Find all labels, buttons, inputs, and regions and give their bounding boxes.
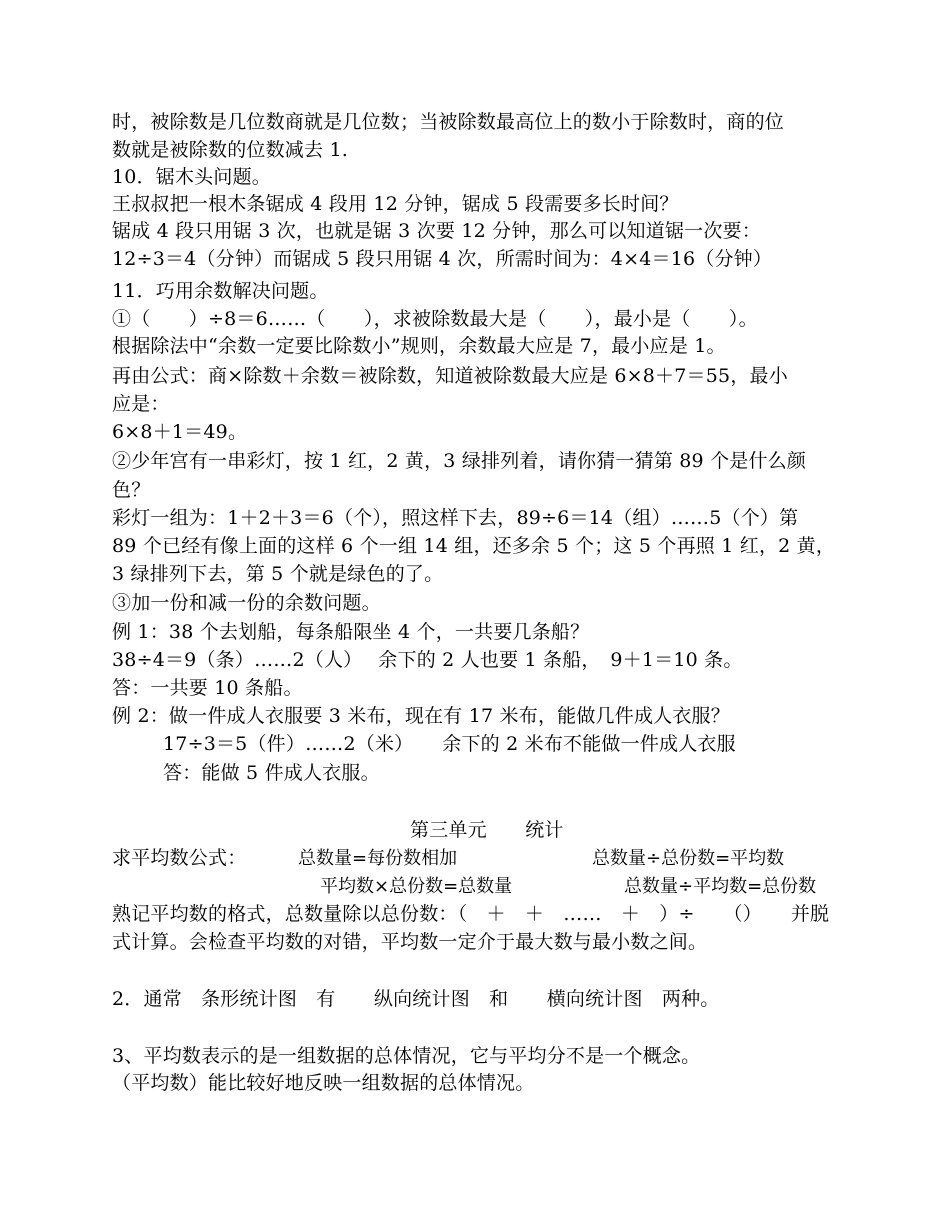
text-line: 王叔叔把一根木条锯成 4 段用 12 分钟，锯成 5 段需要多长时间？ [112,193,679,215]
text-line: 数就是被除数的位数减去 1. [112,139,348,161]
text-line: 根据除法中“余数一定要比除数小”规则，余数最大应是 7，最小应是 1。 [112,335,726,357]
text-line: ②少年宫有一串彩灯，按 1 红，2 黄，3 绿排列着，请你猜一猜第 89 个是什么颜 [112,450,807,472]
formula-total-parts: 总数量÷平均数=总份数 [624,876,817,897]
formula-average: 总数量÷总份数=平均数 [592,848,785,869]
unit-title: 第三单元 统计 [410,819,564,841]
text-line: ③加一份和减一份的余数问题。 [112,592,381,614]
text-line: ①（ ）÷8＝6……（ ），求被除数最大是（ ），最小是（ ）。 [112,308,758,330]
text-line: 2．通常 条形统计图 有 纵向统计图 和 横向统计图 两种。 [112,988,720,1010]
text-line: 时，被除数是几位数商就是几位数；当被除数最高位上的数小于除数时，商的位 [112,111,785,133]
text-line: 答：一共要 10 条船。 [112,677,303,699]
section-heading: 10．锯木头问题。 [112,166,271,188]
text-line: 色？ [112,479,151,501]
text-line: 锯成 4 段只用锯 3 次，也就是锯 3 次要 12 分钟，那么可以知道锯一次要： [112,220,761,242]
formula-total-from-average: 平均数×总份数=总数量 [320,876,513,897]
text-line: 例 2：做一件成人衣服要 3 米布，现在有 17 米布，能做几件成人衣服？ [112,705,730,727]
text-line: 38÷4＝9（条）……2（人） 余下的 2 人也要 1 条船， 9＋1＝10 条。 [112,649,743,671]
section-heading: 11．巧用余数解决问题。 [112,280,329,302]
text-line: 式计算。会检查平均数的对错，平均数一定介于最大数与最小数之间。 [112,931,708,953]
formula-total: 总数量=每份数相加 [298,848,458,869]
average-formula-label: 求平均数公式： [112,847,247,869]
text-line: 6×8＋1＝49。 [112,421,248,443]
text-line: 17÷3＝5（件）……2（米） 余下的 2 米布不能做一件成人衣服 [163,733,736,755]
text-line: 答：能做 5 件成人衣服。 [163,762,380,784]
text-line: 再由公式：商×除数＋余数＝被除数，知道被除数最大应是 6×8＋7＝55，最小 [112,365,788,387]
text-line: 3 绿排列下去，第 5 个就是绿色的了。 [112,563,444,585]
text-line: 例 1：38 个去划船，每条船限坐 4 个，一共要几条船？ [112,621,590,643]
text-line: 熟记平均数的格式，总数量除以总份数：（ ＋ ＋ …… ＋ ）÷ （） 并脱 [112,903,830,925]
text-line: 12÷3＝4（分钟）而锯成 5 段只用锯 4 次，所需时间为：4×4＝16（分钟） [112,248,773,270]
text-line: 89 个已经有像上面的这样 6 个一组 14 组，还多余 5 个；这 5 个再照 1 红，2 黄， [112,535,836,557]
text-line: 彩灯一组为：1＋2＋3＝6（个），照这样下去，89÷6＝14（组）……5（个）第 [112,507,799,529]
text-line: （平均数）能比较好地反映一组数据的总体情况。 [112,1072,535,1094]
text-line: 应是： [112,393,170,415]
text-line: 3、平均数表示的是一组数据的总体情况，它与平均分不是一个概念。 [112,1045,701,1067]
